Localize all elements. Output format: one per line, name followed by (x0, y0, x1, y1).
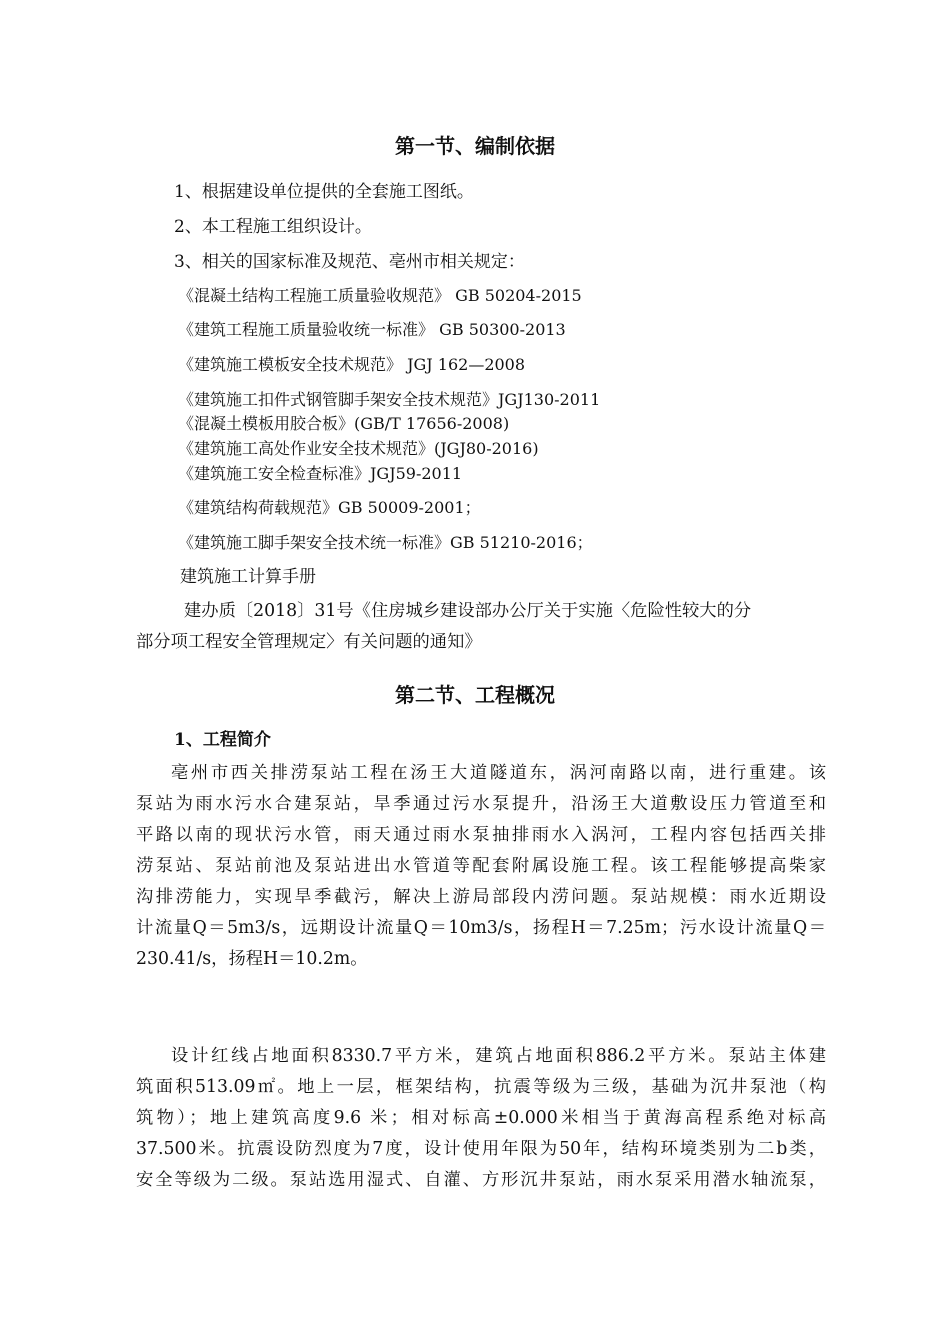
standard-ref-6: 《建筑施工高处作业安全技术规范》(JGJ80-2016) (178, 439, 539, 458)
section-2-heading: 第二节、工程概况 (395, 683, 555, 707)
intro-line-4: 涝泵站、泵站前池及泵站进出水管道等配套附属设施工程。该工程能够提高柴家 (136, 856, 826, 876)
standard-ref-10: 建筑施工计算手册 (180, 567, 316, 587)
section-1-heading: 第一节、编制依据 (395, 134, 555, 158)
basis-item-2: 2、本工程施工组织设计。 (174, 217, 372, 237)
notice-line-1: 建办质〔2018〕31号《住房城乡建设部办公厅关于实施〈危险性较大的分 (184, 601, 752, 621)
design-paragraph (136, 1041, 826, 1196)
standard-ref-8: 《建筑结构荷载规范》GB 50009-2001； (178, 498, 481, 517)
standard-ref-3: 《建筑施工模板安全技术规范》 JGJ 162—2008 (178, 355, 526, 374)
intro-line-6: 计流量Q＝5m3/s，远期设计流量Q＝10m3/s，扬程H＝7.25m；污水设计流量Q＝ (136, 918, 826, 938)
design-line-3: 筑物）；地上建筑高度9.6 米；相对标高±0.000米相当于黄海高程系绝对标高 (136, 1108, 826, 1128)
design-line-4: 37.500米。抗震设防烈度为7度，设计使用年限为50年，结构环境类别为二b类， (136, 1139, 826, 1159)
basis-item-3: 3、相关的国家标准及规范、亳州市相关规定： (174, 252, 525, 272)
intro-line-1: 亳州市西关排涝泵站工程在汤王大道隧道东，涡河南路以南，进行重建。该 (171, 763, 826, 783)
standard-ref-2: 《建筑工程施工质量验收统一标准》 GB 50300-2013 (178, 320, 566, 339)
standard-ref-1: 《混凝土结构工程施工质量验收规范》 GB 50204-2015 (178, 286, 582, 305)
design-line-2: 筑面积513.09㎡。地上一层，框架结构，抗震等级为三级，基础为沉井泵池（构 (136, 1077, 826, 1097)
standard-ref-7: 《建筑施工安全检查标准》JGJ59-2011 (178, 464, 463, 483)
intro-line-7: 230.41/s，扬程H＝10.2m。 (136, 949, 368, 969)
standard-ref-9: 《建筑施工脚手架安全技术统一标准》GB 51210-2016； (178, 533, 593, 552)
notice-paragraph (136, 596, 826, 658)
project-intro-paragraph (136, 758, 826, 975)
basis-item-1: 1、根据建设单位提供的全套施工图纸。 (174, 182, 474, 202)
design-line-5: 安全等级为二级。泵站选用湿式、自灌、方形沉井泵站，雨水泵采用潜水轴流泵， (136, 1170, 826, 1190)
subheading-project-intro: 1、工程简介 (174, 730, 271, 750)
standard-ref-4: 《建筑施工扣件式钢管脚手架安全技术规范》JGJ130-2011 (178, 390, 601, 409)
intro-line-5: 沟排涝能力，实现旱季截污，解决上游局部段内涝问题。泵站规模：雨水近期设 (136, 887, 826, 907)
intro-line-2: 泵站为雨水污水合建泵站，旱季通过污水泵提升，沿汤王大道敷设压力管道至和 (136, 794, 826, 814)
intro-line-3: 平路以南的现状污水管，雨天通过雨水泵抽排雨水入涡河，工程内容包括西关排 (136, 825, 826, 845)
standard-ref-5: 《混凝土模板用胶合板》(GB/T 17656-2008) (178, 414, 510, 433)
notice-line-2: 部分项工程安全管理规定〉有关问题的通知》 (136, 632, 482, 652)
design-line-1: 设计红线占地面积8330.7平方米，建筑占地面积886.2平方米。泵站主体建 (171, 1046, 826, 1066)
